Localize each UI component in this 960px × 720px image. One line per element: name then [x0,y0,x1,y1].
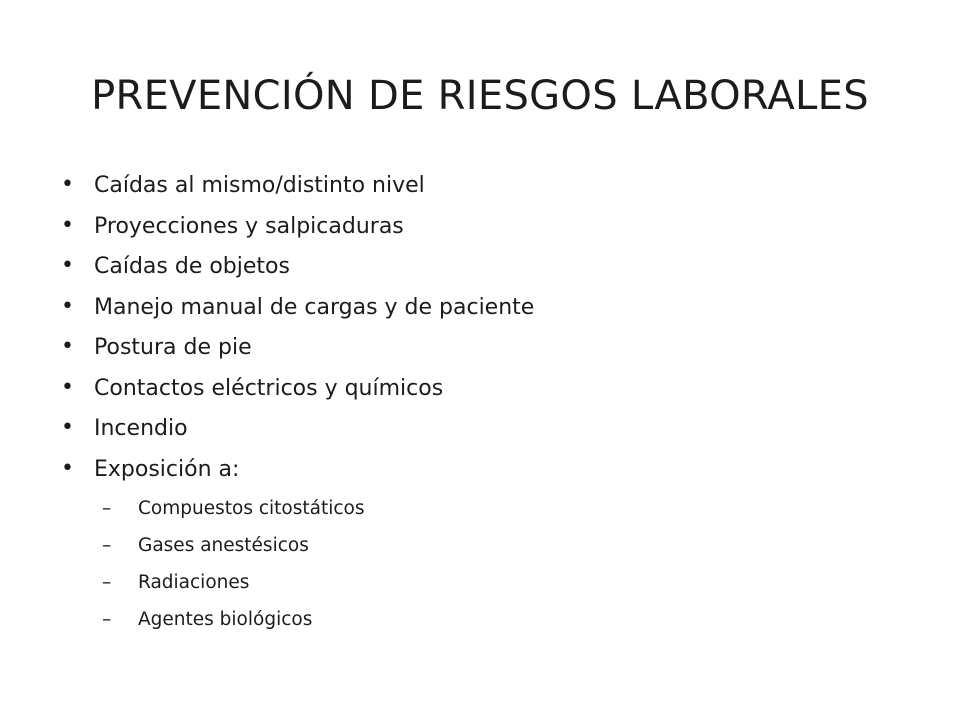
bullet-item [60,409,920,450]
bullet-dot-icon: • [61,374,74,400]
sub-bullet-list [60,490,920,638]
sub-bullet-text: Gases anestésicos [138,535,309,556]
sub-bullet-item [60,490,920,527]
bullet-dot-icon: • [61,212,74,238]
bullet-text: Contactos eléctricos y químicos [94,375,444,401]
bullet-item [60,166,920,207]
bullet-item [60,288,920,329]
bullet-dot-icon: • [61,253,74,278]
sub-bullet-item [60,564,920,601]
bullet-text: Incendio [94,416,188,441]
bullet-text: Exposición a: [94,456,240,482]
sub-bullet-text: Radiaciones [138,572,250,593]
bullet-dot-icon: • [61,415,74,440]
bullet-dot-icon: • [61,334,74,359]
bullet-item [60,207,920,248]
bullet-dot-icon: • [61,293,74,319]
bullet-dot-icon: • [61,172,74,197]
dash-icon: – [102,609,112,630]
bullet-item [60,328,920,369]
dash-icon: – [102,535,112,556]
bullet-text: Caídas al mismo/distinto nivel [94,173,425,198]
slide-content [60,166,920,638]
sub-bullet-text: Compuestos citostáticos [138,498,365,519]
bullet-item [60,247,920,288]
bullet-text: Postura de pie [94,335,252,360]
bullet-text: Proyecciones y salpicaduras [94,213,404,239]
slide-title: PREVENCIÓN DE RIESGOS LABORALES [91,73,869,119]
bullet-list [60,166,920,490]
sub-bullet-item [60,601,920,638]
bullet-text: Caídas de objetos [94,254,290,279]
sub-bullet-text: Agentes biológicos [138,609,313,630]
dash-icon: – [102,572,112,593]
bullet-item [60,450,920,491]
bullet-text: Manejo manual de cargas y de paciente [94,294,535,320]
sub-bullet-item [60,527,920,564]
bullet-dot-icon: • [61,455,74,481]
dash-icon: – [102,498,112,519]
bullet-item [60,369,920,410]
